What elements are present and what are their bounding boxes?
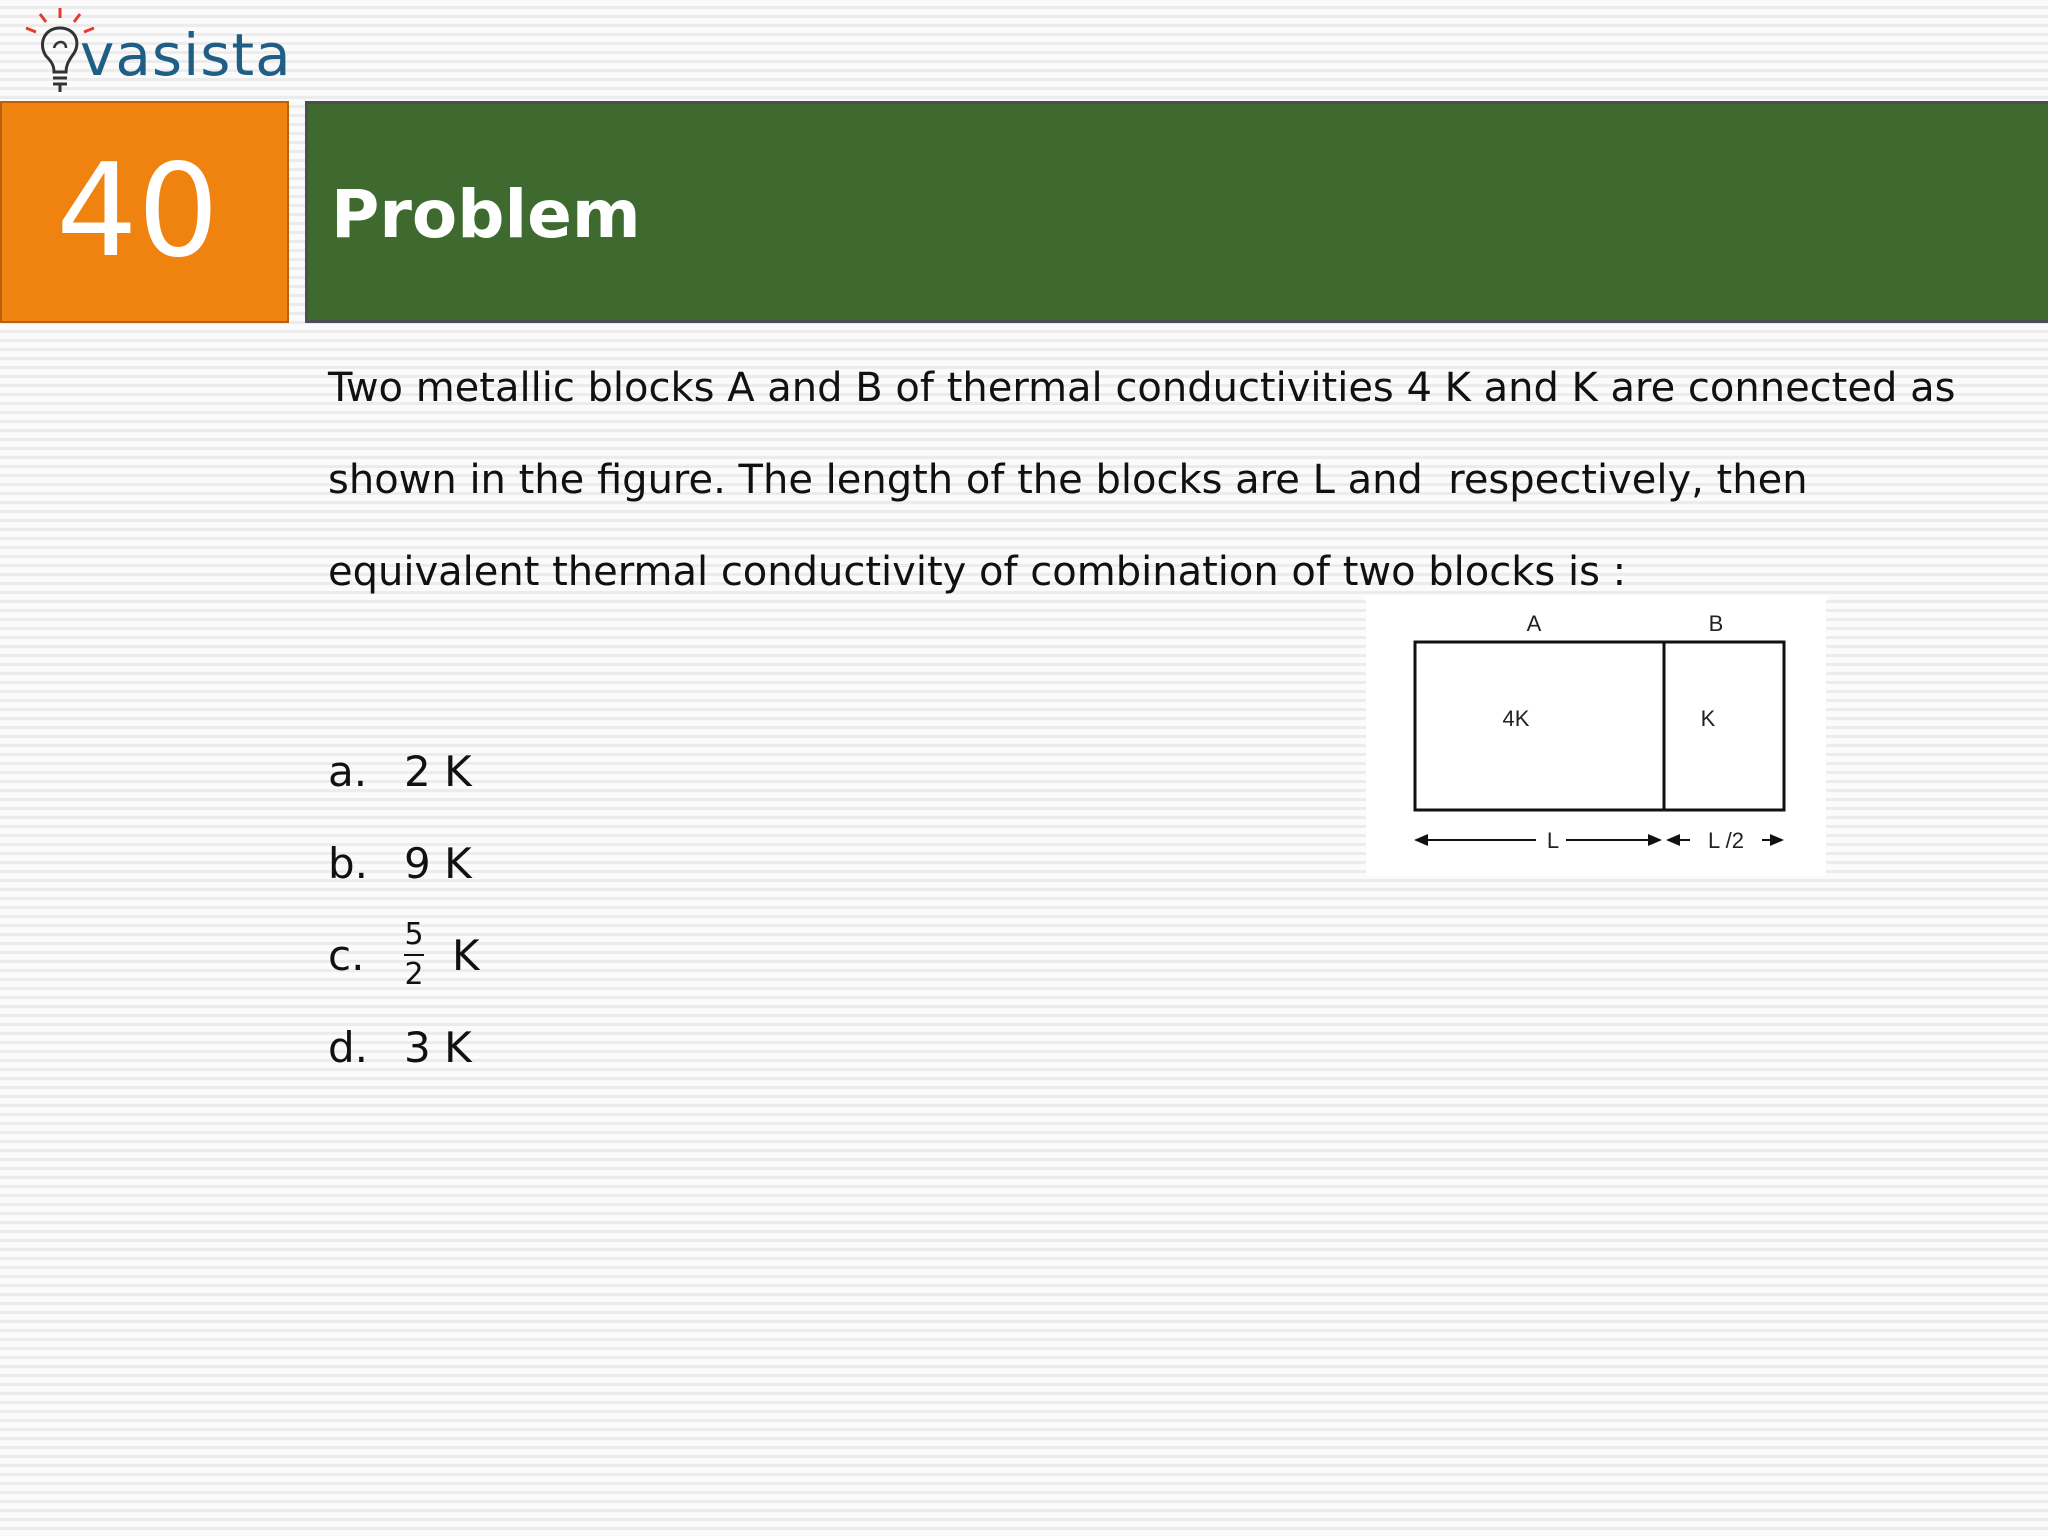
option-d	[328, 1001, 480, 1093]
block-b-conductivity: K	[1700, 706, 1716, 731]
fraction-numerator: 5	[404, 916, 424, 952]
option-b	[328, 817, 480, 909]
question-line: Two metallic blocks A and B of thermal conductivities 4 K and K are connected as	[328, 365, 1956, 411]
fraction-bar	[404, 954, 424, 956]
fraction	[404, 918, 424, 993]
question-text	[328, 360, 2028, 636]
block-b-label: B	[1708, 611, 1724, 636]
slide-number: 40	[56, 137, 219, 286]
block-a	[1415, 642, 1664, 810]
block-b	[1664, 642, 1784, 810]
option-letter: d.	[328, 1022, 369, 1072]
question-line: shown in the figure. The length of the blocks are L and respectively, then	[328, 457, 1808, 503]
length-a-dimension	[1414, 828, 1662, 853]
option-value: 9 K	[404, 838, 472, 888]
question-line: equivalent thermal conductivity of combination of two blocks is :	[328, 549, 1627, 595]
option-value: 2 K	[404, 746, 472, 796]
option-letter: b.	[328, 838, 369, 888]
length-b-label: L /2	[1708, 828, 1744, 853]
option-letter: a.	[328, 746, 368, 796]
length-a-label: L	[1546, 828, 1560, 853]
option-a	[328, 725, 480, 817]
title-bar	[305, 101, 2048, 323]
slide-title: Problem	[331, 176, 641, 253]
logo-text: vasista	[80, 21, 292, 89]
option-letter: c.	[328, 930, 365, 980]
fraction-denominator: 2	[404, 957, 424, 992]
block-a-conductivity: 4K	[1502, 706, 1530, 731]
answer-options	[328, 725, 480, 1093]
blocks-figure	[1366, 596, 1826, 876]
blocks-diagram	[1366, 596, 1826, 876]
block-a-label: A	[1526, 611, 1542, 636]
option-c	[328, 909, 480, 1001]
vasista-logo	[20, 4, 290, 100]
slide-number-box	[0, 101, 289, 323]
option-value: K	[452, 930, 480, 980]
length-b-dimension	[1666, 828, 1784, 853]
option-value: 3 K	[404, 1022, 472, 1072]
